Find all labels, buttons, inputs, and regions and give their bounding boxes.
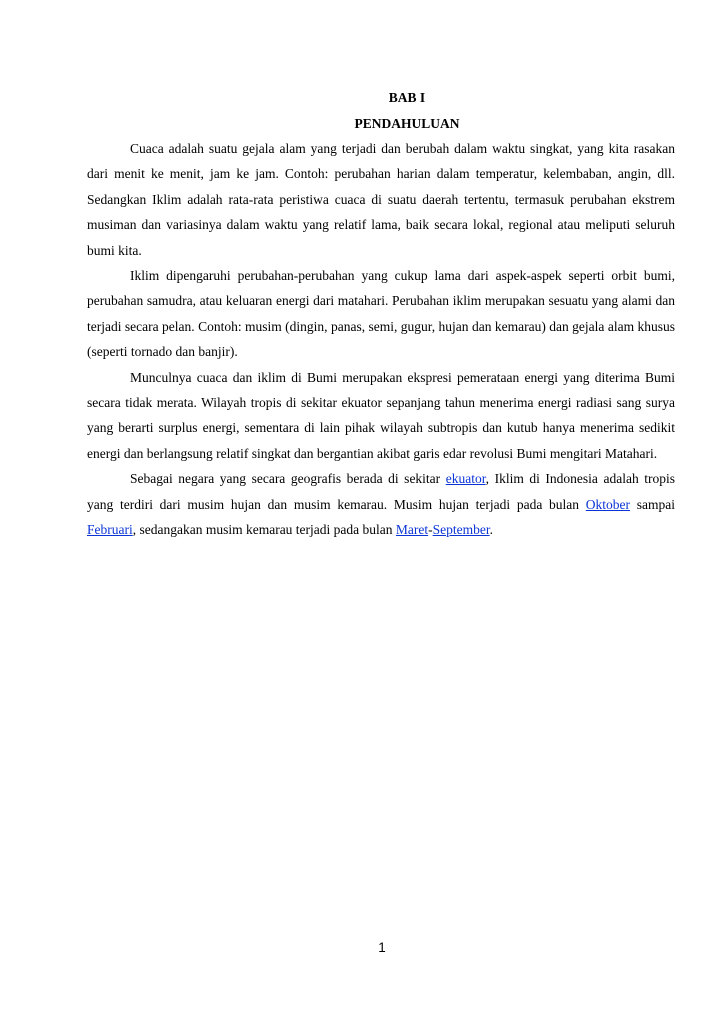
- chapter-title: PENDAHULUAN: [354, 115, 460, 131]
- paragraph-indonesia-climate: [87, 466, 675, 542]
- link-maret[interactable]: Maret: [395, 522, 429, 538]
- link-ekuator[interactable]: ekuator: [445, 471, 486, 487]
- paragraph-text: , Iklim di Indonesia adalah tropis yang terdiri dari musim hujan dan musim kemarau. Musim hujan terjadi pada bulan: [87, 471, 675, 512]
- paragraph-climate-influences: Iklim dipengaruhi perubahan-perubahan yang cukup lama dari aspek-aspek seperti orbit bumi, perubahan samudra, atau keluaran energi dari matahari. Perubahan iklim merupakan sesuatu yang alami dan terjadi secara pelan. Contoh: musim (dingin, panas, semi, gugur, hujan dan kemarau) dan gejala alam khusus (seperti tornado dan banjir).: [87, 268, 675, 360]
- paragraph-text: .: [489, 522, 494, 538]
- paragraph-text: Sebagai negara yang secara geografis berada di sekitar: [130, 471, 446, 487]
- link-februari[interactable]: Februari: [87, 522, 133, 538]
- chapter-number: BAB I: [388, 90, 426, 105]
- paragraph-energy-distribution: Munculnya cuaca dan iklim di Bumi merupakan ekspresi pemerataan energi yang diterima Bumi secara tidak merata. Wilayah tropis di sekitar ekuator sepanjang tahun menerima energi radiasi sang surya yang berarti surplus energi, sementara di lain pihak wilayah subtropis dan kutub hanya menerima sedikit energi dan berlangsung relatif singkat dan bergantian akibat garis edar revolusi Bumi mengitari Matahari.: [87, 369, 675, 461]
- page-number: 1: [378, 940, 386, 955]
- paragraph-text: sampai: [630, 496, 675, 512]
- link-september[interactable]: September: [432, 522, 490, 538]
- paragraph-text: -: [428, 522, 433, 538]
- paragraph-weather-climate: Cuaca adalah suatu gejala alam yang terjadi dan berubah dalam waktu singkat, yang kita rasakan dari menit ke menit, jam ke jam. Contoh: perubahan harian dalam temperatur, kelembaban, angin, dll. Sedangkan Iklim adalah rata-rata peristiwa cuaca di suatu daerah tertentu, termasuk perubahan ekstrem musiman dan variasinya dalam waktu yang relatif lama, baik secara lokal, regional atau meliputi seluruh bumi kita.: [87, 141, 675, 258]
- paragraph-text: , sedangakan musim kemarau terjadi pada bulan: [132, 522, 396, 538]
- link-oktober[interactable]: Oktober: [585, 496, 631, 512]
- document-body: [87, 85, 675, 543]
